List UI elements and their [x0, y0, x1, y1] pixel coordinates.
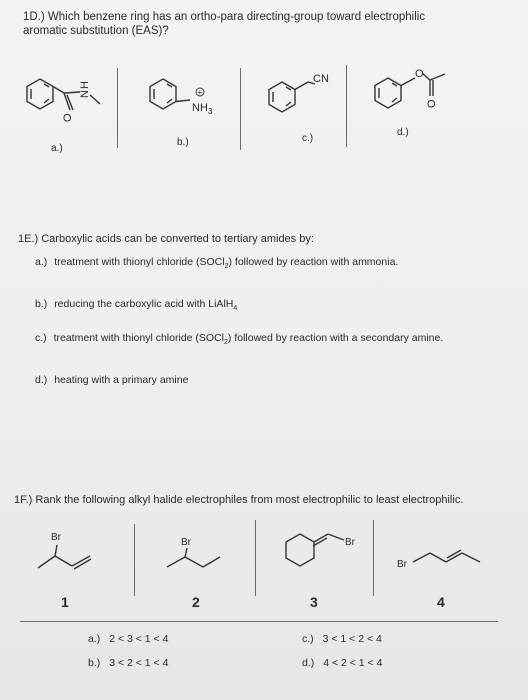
atom-b-sub: 3: [208, 107, 213, 116]
halogen-4: Br: [397, 559, 407, 570]
q1d-label-d: d.): [397, 127, 409, 138]
q1f-answer-d: [302, 657, 382, 669]
q1f-divider-1: [134, 524, 135, 596]
q1f-answer-b-text: 3 < 2 < 1 < 4: [109, 657, 169, 669]
q1e-option-b-text: reducing the carboxylic acid with LiAlH$_4$: [54, 298, 238, 313]
q1e-option-c: [35, 332, 443, 346]
q1d-label-c: c.): [302, 133, 314, 144]
atom-c-cn: CN: [313, 73, 329, 85]
q1e-option-c-text: treatment with thionyl chloride (SOCl$_2$) followed by reaction with a secondary amine.: [53, 332, 444, 347]
q1d-label-a: a.): [51, 143, 63, 154]
q1d-prompt-line2: aromatic substitution (EAS)?: [23, 25, 169, 37]
q1f-answer-rule: [20, 621, 498, 622]
q1f-structures: [0, 525, 528, 590]
structure-b-benzene: [150, 79, 190, 109]
q1f-answer-d-text: 4 < 2 < 1 < 4: [323, 657, 383, 669]
atom-b-charge: +: [197, 88, 203, 97]
atom-a-o: O: [62, 113, 74, 122]
q1f-divider-3: [373, 520, 374, 596]
structure-3: [286, 534, 344, 566]
structure-4: [413, 550, 480, 562]
rank-number-4: 4: [437, 594, 445, 610]
structure-1: [38, 545, 91, 569]
q1e-option-c-label: c.): [35, 332, 47, 344]
q1f-answer-b: [88, 657, 168, 669]
q1f-answer-a-label: a.): [88, 633, 101, 645]
q1f-prompt: 1F.) Rank the following alkyl halide electrophiles from most electrophilic to least electrophilic.: [14, 494, 464, 506]
halogen-2: Br: [181, 537, 191, 548]
q1f-answer-c: [302, 633, 382, 645]
q1e-option-b: [35, 298, 237, 312]
q1e-option-d-text: heating with a primary amine: [54, 374, 189, 386]
q1e-option-d: [35, 374, 188, 386]
structure-c-benzene: [269, 82, 315, 112]
q1f-answer-c-label: c.): [302, 633, 314, 645]
structure-2: [167, 548, 220, 567]
q1e-option-b-label: b.): [35, 298, 48, 310]
q1e-prompt: 1E.) Carboxylic acids can be converted to tertiary amides by:: [18, 233, 314, 245]
q1f-answer-b-label: b.): [88, 657, 101, 669]
q1d-prompt: [23, 10, 523, 38]
atom-d-o1: O: [415, 68, 424, 80]
q1d-divider-3: [346, 65, 347, 147]
q1f-answer-a: [88, 633, 168, 645]
q1f-answer-c-text: 3 < 1 < 2 < 4: [322, 633, 382, 645]
q1f-answer-a-text: 2 < 3 < 1 < 4: [109, 633, 169, 645]
q1e-option-a-label: a.): [35, 256, 48, 268]
rank-number-1: 1: [61, 594, 69, 610]
atom-b-nh: NH: [192, 102, 208, 114]
atom-a-n: N: [79, 90, 91, 98]
q1d-divider-1: [117, 68, 118, 148]
atom-a-h: H: [79, 81, 91, 89]
atom-d-o2: O: [426, 99, 438, 108]
q1e-option-a-text: treatment with thionyl chloride (SOCl$_2$) followed by reaction with ammonia.: [54, 256, 399, 271]
halogen-1: Br: [51, 532, 61, 543]
rank-number-3: 3: [310, 594, 318, 610]
q1d-label-b: b.): [177, 137, 189, 148]
halogen-3: Br: [345, 537, 355, 548]
q1f-answer-d-label: d.): [302, 657, 315, 669]
q1e-option-d-label: d.): [35, 374, 48, 386]
q1d-prompt-line1: 1D.) Which benzene ring has an ortho-para directing-group toward electrophilic: [23, 11, 426, 23]
q1d-structures: [0, 55, 528, 165]
q1d-divider-2: [240, 68, 241, 150]
q1f-divider-2: [255, 520, 256, 596]
q1e-option-a: [35, 256, 398, 270]
rank-number-2: 2: [192, 594, 200, 610]
